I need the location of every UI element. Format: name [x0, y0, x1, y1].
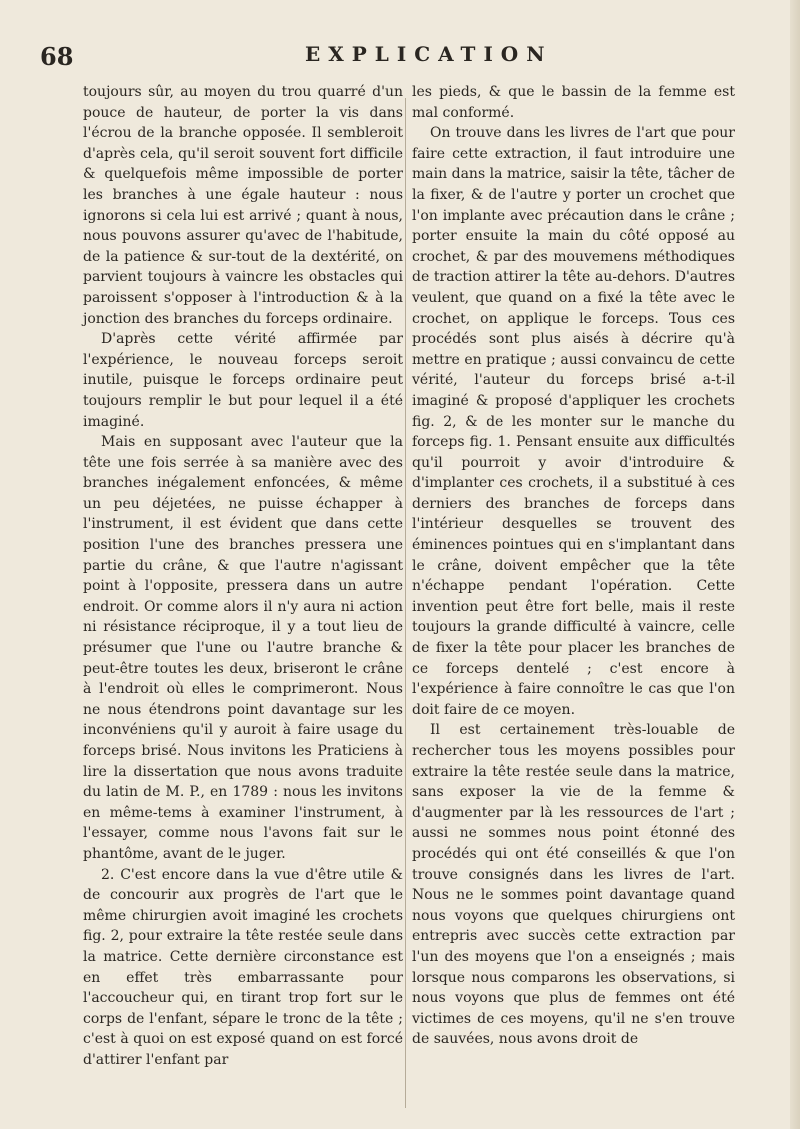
column-divider — [405, 98, 406, 1108]
paragraph: 2. C'est encore dans la vue d'être utile & de concourir aux progrès de l'art que le même chirurgien avoit imaginé les crochets fig. 2, pour extraire la tête restée seule dans la matrice. Cette dernière circonstance est en effet très embarrassante pour l'accoucheur qui, en tirant trop fort sur le corps de l'enfant, sépare le tronc de la tête ; c'est à quoi on est exposé quand on est forcé d'attirer l'enfant par — [83, 866, 403, 1068]
paragraph: On trouve dans les livres de l'art que pour faire cette extraction, il faut introduire une main dans la matrice, saisir la tête, tâcher de la fixer, & de l'autre y porter un crochet que l'on implante avec précaution dans le crâne ; porter ensuite la main du côté opposé au crochet, & par des mouvemens méthodiques de traction attirer la tête au-dehors. D'autres veulent, que quand on a fixé la tête avec le crochet, on applique le forceps. Tous ces procédés sont plus aisés à décrire qu'à mettre en pratique ; aussi convaincu de cette vérité, l'auteur du forceps brisé a-t-il imaginé & proposé d'appliquer les crochets fig. 2, & de les monter sur le manche du forceps fig. 1. Pensant ensuite aux difficultés qu'il pourroit y avoir d'introduire & d'implanter ces crochets, il a substitué à ces derniers des branches de forceps dans l'intérieur desquelles se trouvent des éminences pointues qui en s'implantant dans le crâne, doivent empêcher que la tête n'échappe pendant l'opération. Cette invention peut être fort belle, mais il reste toujours la grande difficulté à vaincre, celle de fixer la tête pour placer les branches de ce forceps dentelé ; c'est encore à l'expérience à faire connoître le cas que l'on doit faire de ce moyen. — [412, 125, 735, 718]
left-column — [83, 82, 403, 1071]
paragraph: toujours sûr, au moyen du trou quarré d'un pouce de hauteur, de porter la vis dans l'écrou de la branche opposée. Il sembleroit d'après cela, qu'il seroit souvent fort difficile & quelquefois même impossible de porter les branches à une égale hauteur : nous ignorons si cela lui est arrivé ; quant à nous, nous pouvons assurer qu'avec de l'habitude, de la patience & sur-tout de la dextérité, on parvient toujours à vaincre les obstacles qui paroissent s'opposer à l'introduction & à la jonction des branches du forceps ordinaire. — [83, 84, 403, 327]
page-number: 68 — [40, 42, 74, 71]
right-column — [412, 82, 735, 1050]
running-head: EXPLICATION — [305, 42, 553, 66]
paragraph: Il est certainement très-louable de rechercher tous les moyens possibles pour extraire la tête restée seule dans la matrice, sans exposer la vie de la femme & d'augmenter par là les ressources de l'art ; aussi ne sommes nous point étonné des procédés qui ont été conseillés & que l'on trouve consignés dans les livres de l'art. Nous ne le sommes point davantage quand nous voyons que quelques chirurgiens ont entrepris avec succès cette extraction par l'un des moyens que l'on a enseignés ; mais lorsque nous comparons les observations, si nous voyons que plus de femmes ont été victimes de ces moyens, qu'il ne s'en trouve de sauvées, nous avons droit de — [412, 722, 735, 1048]
page-header — [0, 24, 800, 71]
paragraph: les pieds, & que le bassin de la femme est mal conformé. — [412, 84, 735, 121]
paragraph: Mais en supposant avec l'auteur que la tête une fois serrée à sa manière avec des branches inégalement enfoncées, & même un peu déjetées, ne puisse échapper à l'instrument, il est évident que dans cette position l'une des branches pressera une partie du crâne, & que l'autre n'agissant point à l'opposite, pressera dans un autre endroit. Or comme alors il n'y aura ni action ni résistance réciproque, il y a tout lieu de présumer que l'une ou l'autre branche & peut-être toutes les deux, briseront le crâne à l'endroit où elles le comprimeront. Nous ne nous étendrons point davantage sur les inconvéniens qu'il y auroit à faire usage du forceps brisé. Nous invitons les Praticiens à lire la dissertation que nous avons traduite du latin de M. P., en 1789 : nous les invitons en même-tems à examiner l'instrument, à l'essayer, comme nous l'avons fait sur le phantôme, avant de le juger. — [83, 434, 403, 862]
page-edge — [790, 0, 800, 1129]
paragraph: D'après cette vérité affirmée par l'expérience, le nouveau forceps seroit inutile, puisque le forceps ordinaire peut toujours remplir le but pour lequel il a été imaginé. — [83, 331, 403, 430]
